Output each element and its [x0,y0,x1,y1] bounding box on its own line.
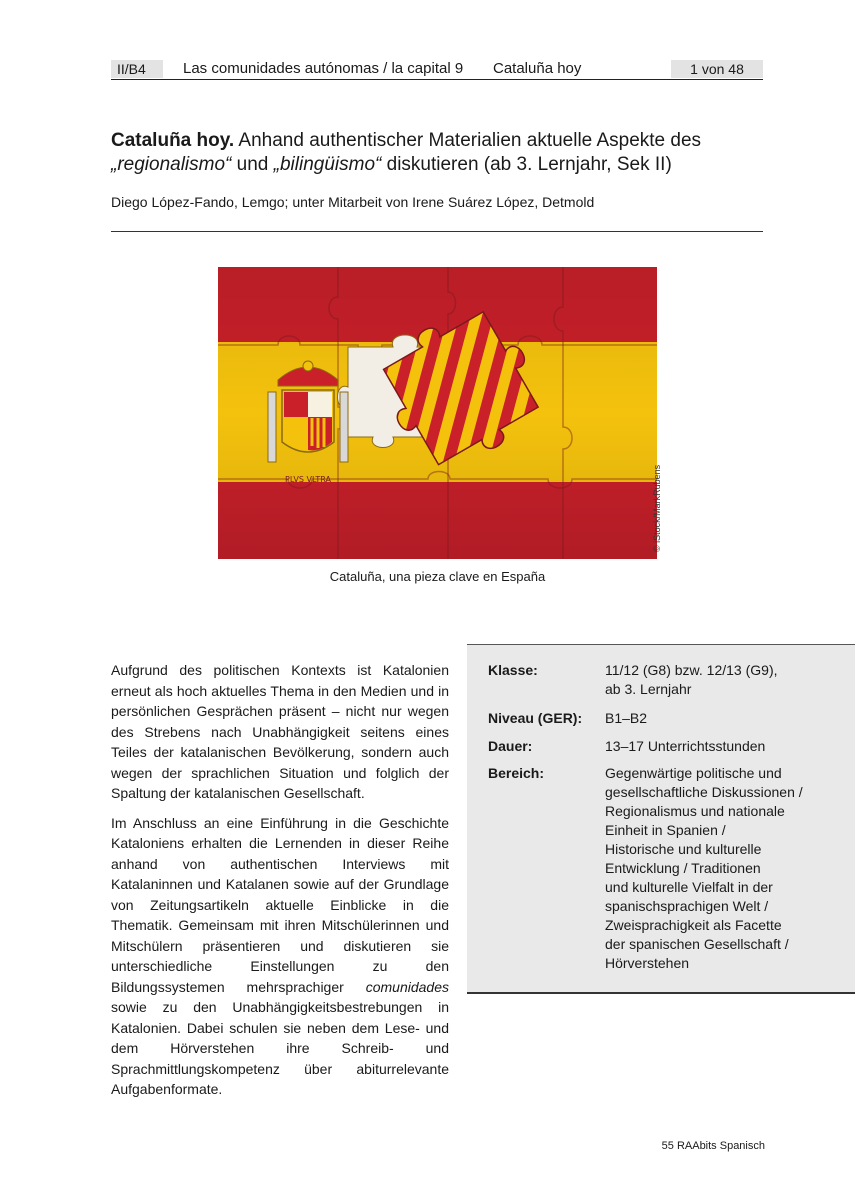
title-divider [111,231,763,232]
topic-title: Cataluña hoy [493,60,582,77]
info-box: Klasse: 11/12 (G8) bzw. 12/13 (G9), ab 3. Lernjahr Niveau (GER): B1–B2 Dauer: 13–17 Unterrichtsstunden Bereich: Gegenwärtige politische und gesellschaftliche Diskussionen / Regionalismus und nationale Einheit in Spanien / Historische und kulturelle Entwicklung / Traditionen und kulturelle Vielfalt in der spanischsprachigen Welt / Zweisprachigkeit als Facette der spanischen Gesellschaft / Hörverstehen [467,644,855,994]
image-credit: © iStock/MarkRubens [652,464,662,552]
puzzle-flag-image [218,267,657,559]
title-und: und [231,154,274,175]
title-line2: diskutieren (ab 3. Lernjahr, Sek II) [381,154,672,175]
document-title [111,129,771,177]
title-line1: Anhand authentischer Materialien aktuelle Aspekte des [234,130,702,151]
title-bold: Cataluña hoy. [111,130,235,151]
publisher-footer: 55 RAAbits Spanisch [661,1140,765,1152]
running-header [111,60,763,80]
plus-ultra-motto: PLVS VLTRA [285,475,331,484]
title-term-bilinguismo: „bilingüismo“ [273,154,382,175]
intro-paragraph-1: Aufgrund des politischen Kontexts ist Katalonien erneut als hoch aktuelles Thema in den Medien und in persönlichen Gesprächen präsent – nicht nur wegen des Strebens nach Unabhängigkeit seitens eines Teiles der katalanischen Bevölkerung, sondern auch wegen der sprachlichen Situation und folglich der Spaltung der katalanischen Gesellschaft. [111,662,449,801]
section-code: II/B4 [111,60,163,78]
author-line: Diego López-Fando, Lemgo; unter Mitarbeit von Irene Suárez López, Detmold [111,194,595,210]
series-title: Las comunidades autónomas / la capital 9 [183,60,464,77]
figure-caption: Cataluña, una pieza clave en España [329,569,546,584]
intro-text [111,660,449,1109]
page-counter: 1 von 48 [671,60,763,78]
title-term-regionalismo: „regionalismo“ [111,154,232,175]
intro-paragraph-2: Im Anschluss an eine Einführung in die Geschichte Kataloniens erhalten die Lernenden in dieser Reihe anhand von authentischen Interviews mit Katalaninnen und Katalanen sowie auf der Grundlage von Zeitungsartikeln aktuelle Einblicke in die Thematik. Gemeinsam mit ihren Mitschülerinnen und Mitschülern präsentieren und diskutieren sie unterschiedliche Einstellungen zu den Bildungssystemen mehrsprachiger comunidades sowie zu den Unabhängigkeitsbestrebungen in Katalonien. Dabei schulen sie neben dem Lese- und dem Hörverstehen ihre Schreib- und Sprachmittlungskompetenz über abiturrelevante Aufgabenformate. [111,814,449,1097]
